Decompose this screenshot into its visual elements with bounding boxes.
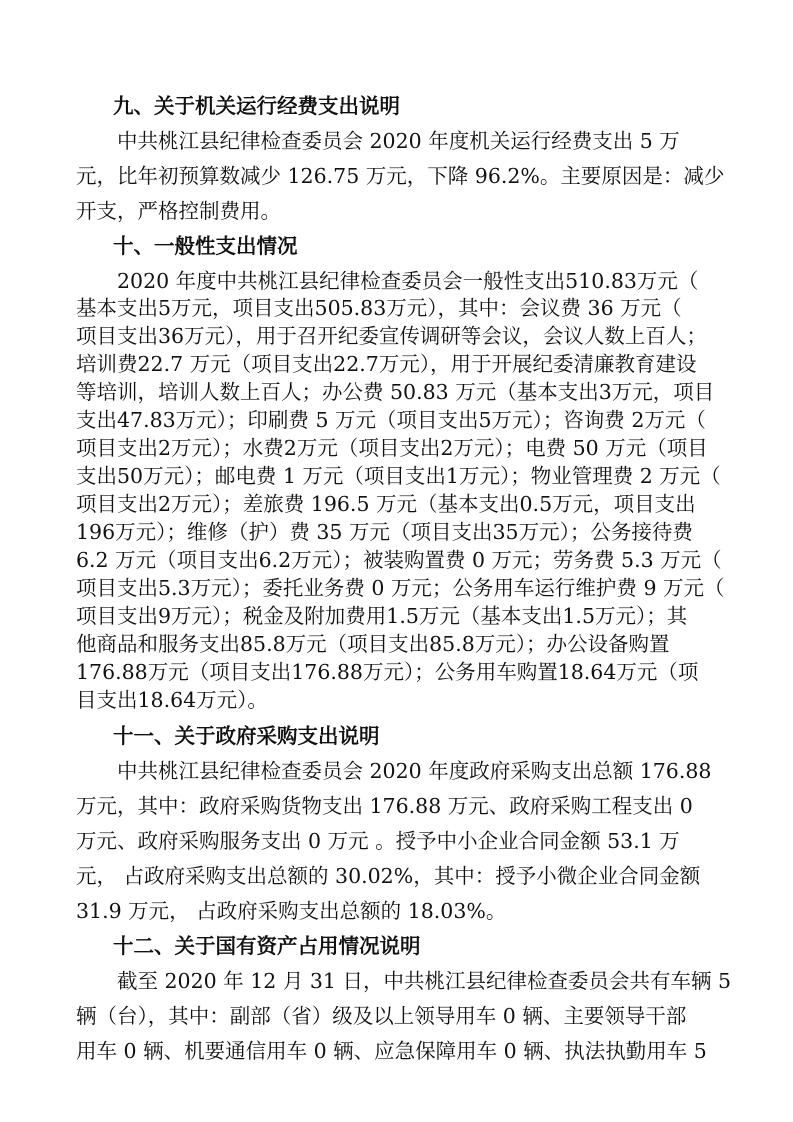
paragraph-line: 31.9 万元， 占政府采购支出总额的 18.03%。 [76, 899, 507, 923]
paragraph-line: 中共桃江县纪律检查委员会 2020 年度政府采购支出总额 176.88 [117, 759, 712, 783]
paragraph-line: 项目支出2万元）；水费2万元（项目支出2万元）；电费 50 万元（项目 [76, 436, 708, 460]
paragraph-line: 2020 年度中共桃江县纪律检查委员会一般性支出510.83万元（ [117, 269, 699, 293]
paragraph-line: 目支出18.64万元）。 [76, 688, 268, 712]
paragraph-line: 基本支出5万元，项目支出505.83万元），其中：会议费 36 万元（ [76, 296, 682, 320]
paragraph-line: 项目支出5.3万元）；委托业务费 0 万元；公务用车运行维护费 9 万元（ [76, 576, 725, 600]
section-heading: 九、关于机关运行经费支出说明 [113, 94, 400, 118]
paragraph-line: 支出50万元）；邮电费 1 万元（项目支出1万元）；物业管理费 2 万元（ [76, 464, 721, 488]
paragraph-line: 176.88万元（项目支出176.88万元）；公务用车购置18.64万元（项 [76, 660, 699, 684]
paragraph-line: 万元，其中：政府采购货物支出 176.88 万元、政府采购工程支出 0 [76, 794, 693, 818]
paragraph-line: 辆（台），其中：副部（省）级及以上领导用车 0 辆、主要领导干部 [76, 1004, 687, 1028]
section-heading: 十二、关于国有资产占用情况说明 [113, 934, 421, 958]
paragraph-line: 项目支出2万元）；差旅费 196.5 万元（基本支出0.5万元，项目支出 [76, 492, 696, 516]
paragraph-line: 元， 占政府采购支出总额的 30.02%，其中：授予小微企业合同金额 [76, 864, 701, 888]
paragraph-line: 万元、政府采购服务支出 0 万元 。授予中小企业合同金额 53.1 万 [76, 829, 680, 853]
paragraph-line: 支出47.83万元）；印刷费 5 万元（项目支出5万元）；咨询费 2万元（ [76, 408, 706, 432]
paragraph-line: 项目支出36万元），用于召开纪委宣传调研等会议，会议人数上百人； [76, 324, 707, 348]
section-heading: 十一、关于政府采购支出说明 [113, 724, 380, 748]
paragraph-line: 等培训，培训人数上百人；办公费 50.83 万元（基本支出3万元，项目 [76, 380, 715, 404]
paragraph-line: 项目支出9万元）；税金及附加费用1.5万元（基本支出1.5万元）；其 [76, 604, 688, 628]
paragraph-line: 培训费22.7 万元（项目支出22.7万元），用于开展纪委清廉教育建设 [76, 352, 697, 376]
paragraph-line: 他商品和服务支出85.8万元（项目支出85.8万元）；办公设备购置 [76, 632, 670, 656]
paragraph-line: 中共桃江县纪律检查委员会 2020 年度机关运行经费支出 5 万 [117, 129, 680, 153]
paragraph-line: 元，比年初预算数减少 126.75 万元，下降 96.2%。主要原因是：减少 [76, 164, 725, 188]
paragraph-line: 开支，严格控制费用。 [76, 199, 281, 223]
paragraph-line: 截至 2020 年 12 月 31 日，中共桃江县纪律检查委员会共有车辆 5 [117, 969, 731, 993]
paragraph-line: 6.2 万元（项目支出6.2万元）；被装购置费 0 万元；劳务费 5.3 万元（ [76, 548, 722, 572]
paragraph-line: 196万元）；维修（护）费 35 万元（项目支出35万元）；公务接待费 [76, 520, 693, 544]
section-heading: 十、一般性支出情况 [113, 234, 298, 258]
paragraph-line: 用车 0 辆、机要通信用车 0 辆、应急保障用车 0 辆、执法执勤用车 5 [76, 1039, 707, 1063]
